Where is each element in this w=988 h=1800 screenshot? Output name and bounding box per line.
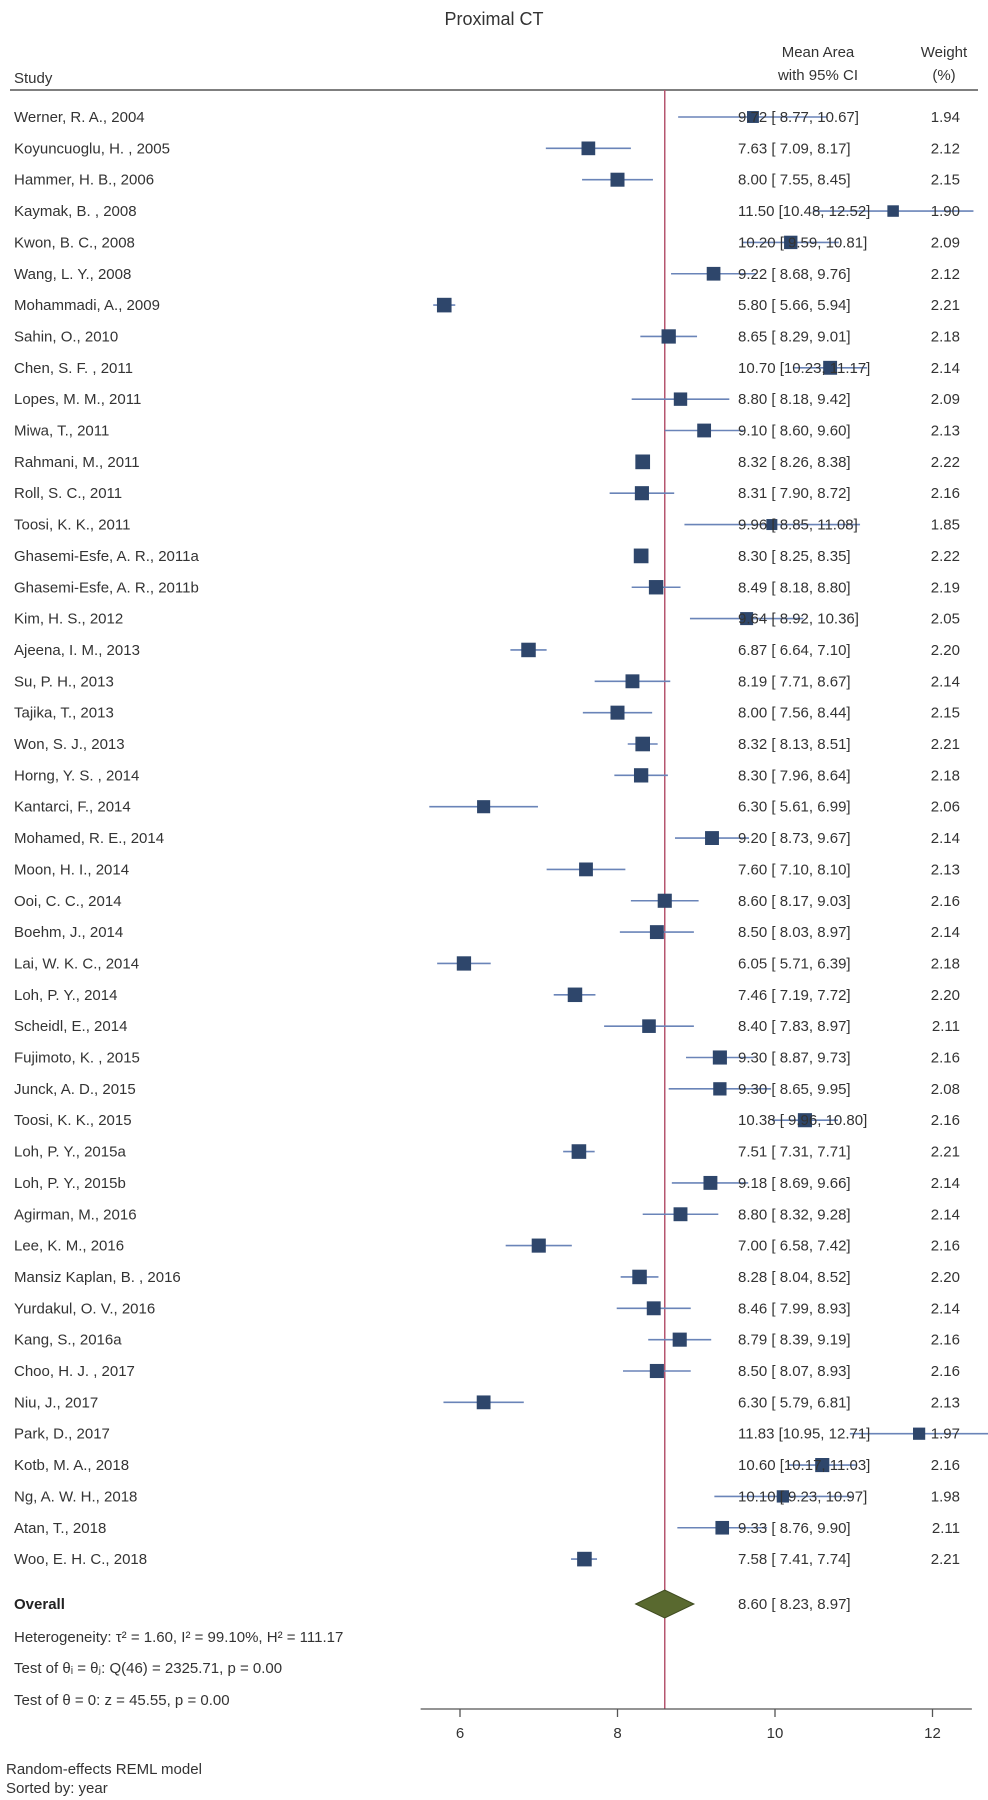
heterogeneity-stats: Heterogeneity: τ² = 1.60, I² = 99.10%, H² = 111.17: [14, 1629, 344, 1646]
study-weight: 1.97: [930, 1425, 960, 1443]
study-marker: [658, 894, 672, 908]
study-row: [14, 1050, 960, 1067]
study-row: [14, 1206, 960, 1223]
study-row: [14, 1332, 960, 1349]
study-weight: 2.13: [930, 861, 960, 879]
study-weight: 2.13: [930, 1394, 960, 1412]
study-label: Niu, J., 2017: [14, 1394, 99, 1412]
study-marker: [611, 706, 625, 720]
study-marker: [674, 392, 687, 405]
study-row: [14, 861, 960, 878]
study-weight: 2.20: [930, 986, 960, 1004]
study-label: Ooi, C. C., 2014: [14, 892, 122, 910]
study-row: [14, 705, 960, 722]
study-row: [14, 297, 960, 314]
study-estimate: 7.46 [ 7.19, 7.72]: [738, 986, 851, 1004]
study-weight: 2.22: [930, 547, 960, 565]
study-marker: [647, 1301, 661, 1315]
study-label: Werner, R. A., 2004: [14, 109, 145, 126]
study-estimate: 8.46 [ 7.99, 8.93]: [738, 1300, 851, 1318]
study-estimate: 8.00 [ 7.56, 8.44]: [738, 704, 851, 722]
study-weight: 2.15: [930, 704, 960, 722]
study-row: [14, 1457, 960, 1474]
x-tick-label: 6: [455, 1725, 465, 1742]
estimate-column-header-line2: with 95% CI: [777, 67, 859, 84]
study-label: Lopes, M. M., 2011: [14, 391, 142, 409]
study-row: [14, 1112, 960, 1129]
study-row: [14, 1363, 960, 1380]
study-estimate: 9.30 [ 8.65, 9.95]: [738, 1080, 851, 1098]
study-weight: 2.16: [930, 1457, 960, 1475]
study-estimate: 8.32 [ 8.26, 8.38]: [738, 453, 851, 471]
study-marker: [477, 1395, 491, 1409]
study-row: [14, 1018, 960, 1035]
study-weight: 2.08: [930, 1080, 960, 1098]
study-weight: 2.21: [930, 1551, 960, 1569]
study-label: Lai, W. K. C., 2014: [14, 955, 140, 973]
study-weight: 2.14: [930, 1300, 960, 1318]
study-estimate: 10.10 [ 9.23, 10.97]: [738, 1488, 868, 1506]
study-marker: [715, 1521, 729, 1535]
study-row: [14, 423, 960, 440]
study-row: [14, 1269, 960, 1286]
study-marker: [674, 1207, 688, 1221]
study-label: Chen, S. F. , 2011: [14, 359, 133, 377]
study-row: [14, 1144, 960, 1161]
study-marker: [579, 863, 593, 877]
study-estimate: 10.38 [ 9.96, 10.80]: [738, 1112, 868, 1130]
study-marker: [673, 1333, 687, 1347]
study-column-header: Study: [14, 70, 53, 87]
study-weight: 2.14: [930, 1206, 960, 1224]
study-label: Kwon, B. C., 2008: [14, 234, 135, 252]
study-estimate: 8.50 [ 8.03, 8.97]: [738, 924, 851, 942]
study-estimate: 8.60 [ 8.17, 9.03]: [738, 892, 851, 910]
study-row: [14, 736, 960, 753]
study-weight: 2.21: [930, 297, 960, 315]
study-estimate: 8.19 [ 7.71, 8.67]: [738, 673, 851, 691]
study-label: Hammer, H. B., 2006: [14, 171, 155, 189]
study-label: Atan, T., 2018: [14, 1519, 107, 1537]
study-weight: 2.20: [930, 641, 960, 659]
study-estimate: 9.20 [ 8.73, 9.67]: [738, 830, 851, 848]
study-estimate: 8.30 [ 7.96, 8.64]: [738, 767, 851, 785]
study-label: Kang, S., 2016a: [14, 1331, 122, 1349]
study-row: [14, 266, 960, 283]
study-weight: 2.11: [931, 1519, 960, 1537]
study-row: [14, 1175, 960, 1192]
study-marker: [713, 1082, 726, 1095]
study-label: Lee, K. M., 2016: [14, 1237, 125, 1255]
study-row: [14, 1238, 960, 1255]
study-weight: 1.90: [930, 203, 960, 221]
z-test-stats: Test of θ = 0: z = 45.55, p = 0.00: [14, 1692, 230, 1709]
x-axis: [421, 1709, 972, 1742]
study-marker: [703, 1176, 717, 1190]
study-estimate: 9.72 [ 8.77, 10.67]: [738, 109, 859, 126]
study-label: Miwa, T., 2011: [14, 422, 110, 440]
x-tick-label: 10: [766, 1725, 784, 1742]
study-estimate: 7.58 [ 7.41, 7.74]: [738, 1551, 851, 1569]
study-label: Horng, Y. S. , 2014: [14, 767, 140, 785]
study-estimate: 9.64 [ 8.92, 10.36]: [738, 610, 859, 628]
study-row: [14, 517, 960, 534]
study-label: Ghasemi-Esfe, A. R., 2011a: [14, 547, 199, 565]
study-weight: 1.98: [930, 1488, 960, 1506]
study-row: [14, 1300, 960, 1317]
study-estimate: 5.80 [ 5.66, 5.94]: [738, 297, 851, 315]
study-label: Tajika, T., 2013: [14, 704, 114, 722]
study-label: Koyuncuoglu, H. , 2005: [14, 140, 170, 158]
study-row: [14, 924, 960, 941]
study-marker: [707, 267, 721, 281]
study-weight: 2.09: [930, 234, 960, 252]
study-weight: 2.14: [930, 673, 960, 691]
study-label: Su, P. H., 2013: [14, 673, 114, 691]
study-label: Junck, A. D., 2015: [14, 1080, 136, 1098]
study-marker: [521, 643, 536, 658]
study-weight: 2.16: [930, 1237, 960, 1255]
q-test-stats: Test of θᵢ = θⱼ: Q(46) = 2325.71, p = 0.00: [14, 1660, 283, 1677]
study-label: Scheidl, E., 2014: [14, 1018, 128, 1036]
study-weight: 2.18: [930, 767, 960, 785]
study-estimate: 10.70 [10.23, 11.17]: [738, 359, 871, 377]
study-weight: 2.14: [930, 830, 960, 848]
study-estimate: 8.79 [ 8.39, 9.19]: [738, 1331, 851, 1349]
study-row: [14, 360, 960, 377]
study-row: [14, 1551, 960, 1568]
study-row: [14, 485, 960, 502]
study-weight: 2.16: [930, 485, 960, 503]
study-estimate: 8.32 [ 8.13, 8.51]: [738, 736, 851, 753]
study-estimate: 8.49 [ 8.18, 8.80]: [738, 579, 851, 597]
study-weight: 2.09: [930, 391, 960, 409]
study-weight: 2.21: [930, 1143, 960, 1161]
study-marker: [568, 988, 583, 1003]
study-weight: 2.14: [930, 924, 960, 942]
study-marker: [887, 205, 899, 217]
study-weight: 2.16: [930, 1112, 960, 1130]
study-label: Kim, H. S., 2012: [14, 610, 124, 628]
study-label: Mohamed, R. E., 2014: [14, 830, 165, 848]
study-estimate: 11.50 [10.48, 12.52]: [738, 203, 871, 221]
study-marker: [650, 1364, 664, 1378]
study-row: [14, 611, 960, 628]
study-marker: [457, 956, 471, 970]
study-row: [14, 1394, 960, 1411]
study-marker: [697, 424, 711, 438]
study-estimate: 8.31 [ 7.90, 8.72]: [738, 485, 851, 503]
study-row: [14, 454, 960, 471]
study-row: [14, 642, 960, 659]
study-weight: 2.16: [930, 1363, 960, 1380]
study-estimate: 8.80 [ 8.32, 9.28]: [738, 1206, 851, 1224]
study-label: Yurdakul, O. V., 2016: [14, 1300, 156, 1318]
study-row: [14, 767, 960, 784]
study-label: Ng, A. W. H., 2018: [14, 1488, 138, 1506]
study-marker: [632, 1270, 647, 1285]
overall-diamond: [636, 1590, 694, 1618]
study-marker: [913, 1428, 925, 1440]
study-marker: [477, 800, 490, 813]
study-estimate: 9.18 [ 8.69, 9.66]: [738, 1174, 851, 1192]
study-row: [14, 172, 960, 189]
study-weight: 2.14: [930, 359, 960, 377]
study-row: [14, 830, 960, 847]
study-weight: 2.22: [930, 453, 960, 471]
chart-title: Proximal CT: [444, 9, 544, 29]
study-weight: 2.20: [930, 1268, 960, 1286]
study-marker: [611, 173, 625, 187]
study-estimate: 6.05 [ 5.71, 6.39]: [738, 955, 851, 973]
study-weight: 2.16: [930, 1331, 960, 1349]
study-label: Loh, P. Y., 2015a: [14, 1143, 126, 1161]
study-weight: 1.85: [930, 516, 960, 534]
study-label: Kaymak, B. , 2008: [14, 203, 137, 221]
study-label: Rahmani, M., 2011: [14, 453, 140, 471]
study-label: Choo, H. J. , 2017: [14, 1363, 135, 1380]
study-estimate: 9.10 [ 8.60, 9.60]: [738, 422, 851, 440]
x-tick-label: 12: [924, 1725, 941, 1742]
study-row: [14, 140, 960, 157]
study-label: Ajeena, I. M., 2013: [14, 641, 140, 659]
study-estimate: 8.50 [ 8.07, 8.93]: [738, 1363, 851, 1380]
study-estimate: 10.20 [ 9.59, 10.81]: [738, 234, 868, 252]
study-estimate: 8.28 [ 8.04, 8.52]: [738, 1268, 851, 1286]
study-weight: 2.15: [930, 171, 960, 189]
study-weight: 2.18: [930, 328, 960, 346]
weight-column-header-line2: (%): [932, 67, 956, 84]
study-label: Toosi, K. K., 2015: [14, 1112, 132, 1130]
study-weight: 2.16: [930, 892, 960, 910]
study-marker: [650, 925, 664, 939]
study-weight: 2.12: [930, 140, 960, 158]
study-marker: [635, 486, 649, 500]
study-row: [14, 955, 960, 972]
study-marker: [649, 580, 663, 594]
footnote-model: Random-effects REML model: [6, 1761, 202, 1778]
study-estimate: 9.33 [ 8.76, 9.90]: [738, 1519, 851, 1537]
study-weight: 2.18: [930, 955, 960, 973]
study-row: [14, 673, 960, 690]
study-estimate: 9.30 [ 8.87, 9.73]: [738, 1049, 851, 1067]
study-estimate: 8.40 [ 7.83, 8.97]: [738, 1018, 851, 1036]
study-estimate: 8.65 [ 8.29, 9.01]: [738, 328, 851, 346]
study-marker: [437, 298, 452, 313]
study-weight: 2.14: [930, 1174, 960, 1192]
study-row: [14, 109, 960, 126]
study-label: Loh, P. Y., 2015b: [14, 1174, 126, 1192]
study-marker: [705, 831, 719, 845]
study-label: Ghasemi-Esfe, A. R., 2011b: [14, 579, 199, 597]
study-marker: [572, 1144, 587, 1159]
study-marker: [577, 1552, 592, 1567]
study-estimate: 7.63 [ 7.09, 8.17]: [738, 140, 851, 158]
study-marker: [582, 142, 596, 156]
study-estimate: 7.60 [ 7.10, 8.10]: [738, 861, 851, 879]
study-label: Mohammadi, A., 2009: [14, 297, 160, 315]
weight-column-header-line1: Weight: [920, 44, 968, 61]
study-estimate: 8.30 [ 8.25, 8.35]: [738, 547, 851, 565]
study-marker: [713, 1050, 727, 1064]
study-label: Fujimoto, K. , 2015: [14, 1049, 140, 1067]
study-label: Loh, P. Y., 2014: [14, 986, 118, 1004]
estimate-column-header-line1: Mean Area: [781, 44, 855, 61]
study-row: [14, 391, 960, 408]
study-weight: 2.06: [930, 798, 960, 816]
study-label: Mansiz Kaplan, B. , 2016: [14, 1268, 181, 1286]
study-estimate: 6.30 [ 5.61, 6.99]: [738, 798, 851, 816]
study-label: Woo, E. H. C., 2018: [14, 1551, 148, 1569]
study-estimate: 9.22 [ 8.68, 9.76]: [738, 265, 851, 283]
study-label: Wang, L. Y., 2008: [14, 265, 132, 283]
study-label: Won, S. J., 2013: [14, 736, 125, 753]
study-marker: [634, 768, 648, 782]
study-estimate: 7.00 [ 6.58, 7.42]: [738, 1237, 851, 1255]
study-weight: 1.94: [930, 109, 960, 126]
study-marker: [634, 549, 649, 564]
study-label: Kotb, M. A., 2018: [14, 1457, 130, 1475]
study-row: [14, 548, 960, 565]
study-estimate: 8.80 [ 8.18, 9.42]: [738, 391, 851, 409]
study-marker: [635, 455, 650, 470]
study-label: Boehm, J., 2014: [14, 924, 124, 942]
study-row: [14, 1081, 960, 1098]
study-marker: [642, 1019, 656, 1033]
study-label: Agirman, M., 2016: [14, 1206, 137, 1224]
study-row: [14, 799, 960, 816]
study-estimate: 11.83 [10.95, 12.71]: [738, 1425, 871, 1443]
study-weight: 2.19: [930, 579, 960, 597]
study-row: [14, 987, 960, 1004]
study-weight: 2.12: [930, 265, 960, 283]
study-estimate: 8.00 [ 7.55, 8.45]: [738, 171, 851, 189]
overall-row: [14, 1590, 851, 1618]
study-row: [14, 1488, 960, 1505]
study-weight: 2.21: [930, 736, 960, 753]
study-weight: 2.11: [931, 1018, 960, 1036]
study-label: Moon, H. I., 2014: [14, 861, 130, 879]
study-label: Sahin, O., 2010: [14, 328, 119, 346]
study-row: [14, 328, 960, 345]
study-weight: 2.05: [930, 610, 960, 628]
study-weight: 2.16: [930, 1049, 960, 1067]
study-row: [14, 893, 960, 910]
x-tick-label: 8: [613, 1725, 622, 1742]
study-label: Park, D., 2017: [14, 1425, 110, 1443]
study-row: [14, 234, 960, 251]
study-row: [14, 1426, 988, 1443]
footnote-sort: Sorted by: year: [6, 1780, 108, 1797]
study-rows: [14, 109, 988, 1568]
study-estimate: 6.87 [ 6.64, 7.10]: [738, 641, 851, 659]
overall-label: Overall: [14, 1596, 65, 1613]
study-label: Roll, S. C., 2011: [14, 485, 123, 503]
overall-estimate: 8.60 [ 8.23, 8.97]: [738, 1596, 851, 1613]
study-estimate: 6.30 [ 5.79, 6.81]: [738, 1394, 851, 1412]
study-marker: [532, 1239, 546, 1253]
study-row: [14, 579, 960, 596]
study-label: Toosi, K. K., 2011: [14, 516, 131, 534]
study-marker: [635, 737, 650, 752]
study-row: [14, 1520, 960, 1537]
study-marker: [662, 329, 676, 343]
study-estimate: 7.51 [ 7.31, 7.71]: [738, 1143, 851, 1161]
study-label: Kantarci, F., 2014: [14, 798, 131, 816]
study-estimate: 10.60 [10.17, 11.03]: [738, 1457, 871, 1475]
study-marker: [626, 674, 640, 688]
study-estimate: 9.96 [ 8.85, 11.08]: [738, 516, 858, 534]
study-weight: 2.13: [930, 422, 960, 440]
study-row: [14, 203, 973, 220]
